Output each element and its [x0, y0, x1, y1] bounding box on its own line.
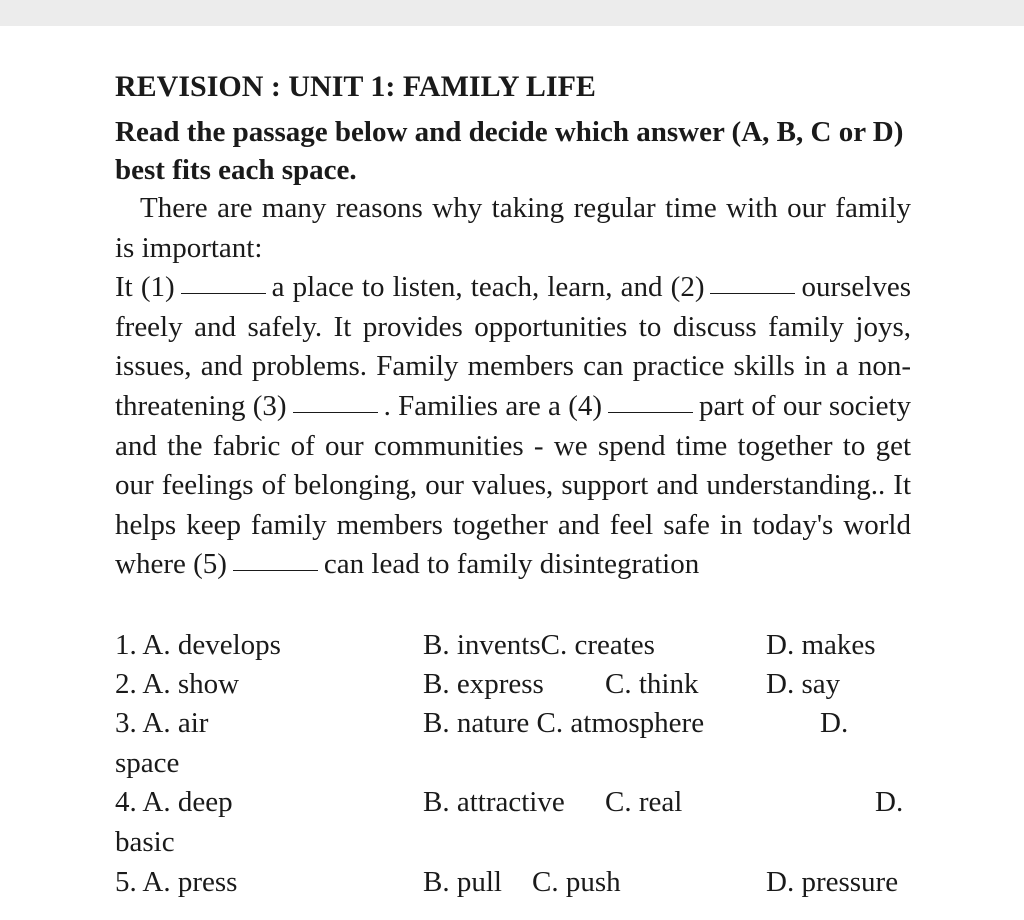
browser-top-bar — [0, 0, 1024, 26]
passage-text: can lead to family disintegration — [323, 548, 700, 581]
passage-body — [115, 268, 911, 585]
q2-option-c: C. think — [605, 668, 699, 700]
passage-text: . Families are a (4) — [383, 389, 603, 422]
q4-option-a: 4. A. deep — [115, 786, 233, 818]
passage-text: It (1) — [115, 271, 175, 304]
q1-option-b-c: B. inventsC. creates — [423, 629, 655, 661]
passage-text: part of our society and the fabric of our communities - we spend time together to get our feelings of belonging, our values, support and understanding.. It helps keep family members together and feel safe in today's world where (5) — [115, 389, 911, 581]
q5-option-b: B. pull — [423, 866, 502, 898]
q2-option-b: B. express — [423, 668, 544, 700]
q4-option-d: D. — [875, 786, 904, 818]
passage-intro: There are many reasons why taking regular time with our family is important: — [115, 192, 911, 264]
passage-text: ourselves freely and safely. It provides opportunities to discuss family joys, issues, and problems. Family members can practice skills in a non-threatening (3) — [115, 271, 912, 422]
q5-option-a: 5. A. press — [115, 866, 238, 898]
q1-option-a: 1. A. develops — [115, 629, 281, 661]
q3-option-d: D. — [820, 707, 849, 739]
passage — [115, 189, 911, 585]
q5-option-d: D. pressure — [766, 866, 899, 898]
blank-3[interactable] — [293, 412, 378, 413]
q1-option-d: D. makes — [766, 629, 876, 661]
q4-option-d-text: basic — [115, 826, 175, 858]
blank-5[interactable] — [233, 570, 318, 571]
q3-option-b-c: B. nature C. atmosphere — [423, 707, 705, 739]
q4-option-b: B. attractive — [423, 786, 565, 818]
q2-option-a: 2. A. show — [115, 668, 240, 700]
instruction: Read the passage below and decide which answer (A, B, C or D) best fits each space. — [115, 116, 904, 186]
blank-1[interactable] — [181, 293, 266, 294]
q5-option-c: C. push — [532, 866, 621, 898]
q2-option-d: D. say — [766, 668, 841, 700]
q3-option-d-text: space — [115, 747, 180, 779]
worksheet-title: REVISION : UNIT 1: FAMILY LIFE — [115, 70, 596, 103]
passage-text: a place to listen, teach, learn, and (2) — [271, 271, 705, 304]
q4-option-c: C. real — [605, 786, 683, 818]
q3-option-a: 3. A. air — [115, 707, 209, 739]
blank-4[interactable] — [608, 412, 693, 413]
blank-2[interactable] — [710, 293, 795, 294]
